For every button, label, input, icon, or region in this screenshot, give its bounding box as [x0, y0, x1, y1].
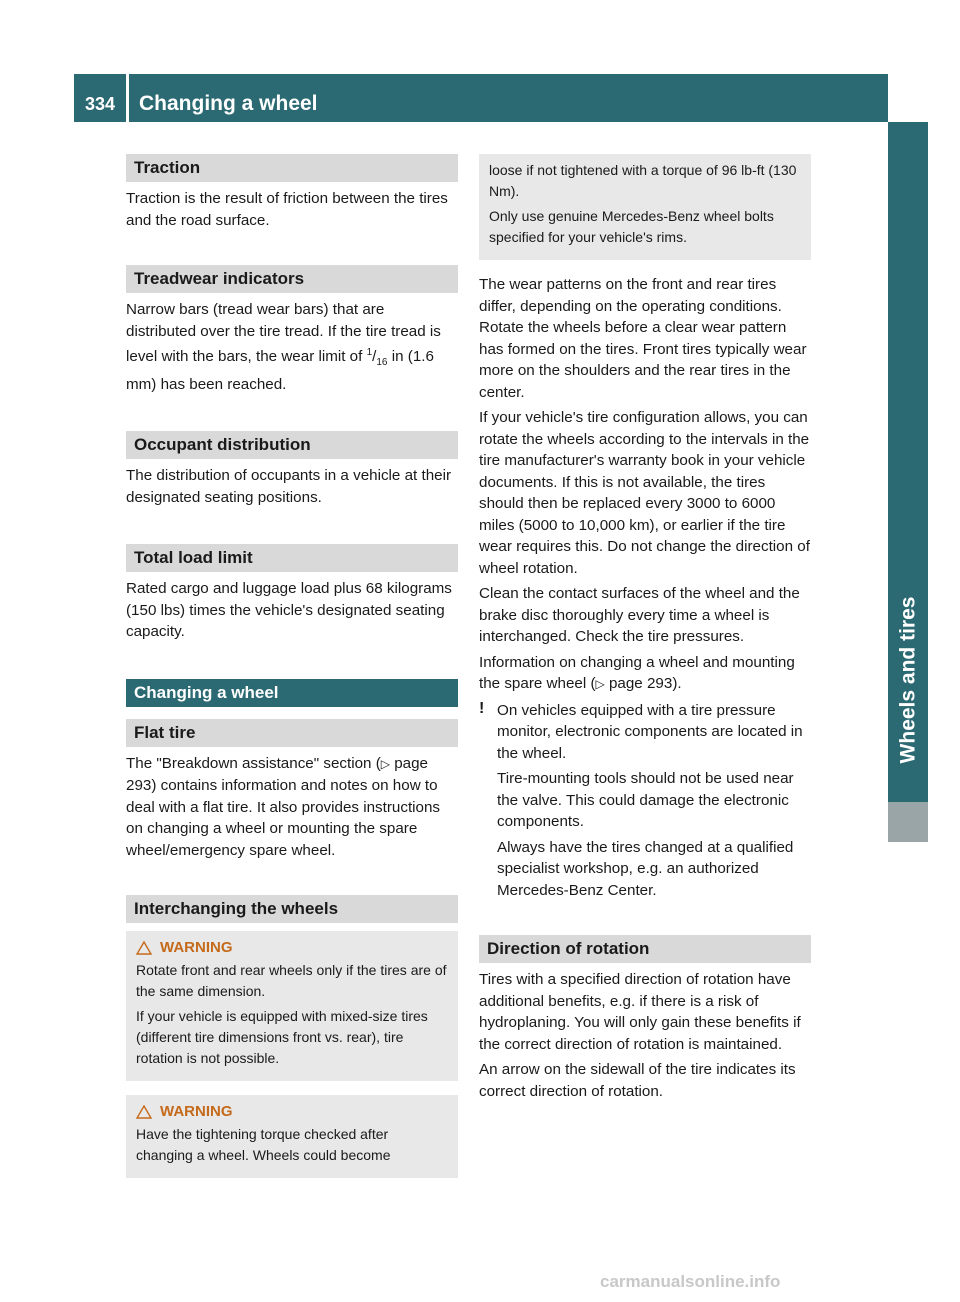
text-clean-surfaces: Clean the contact surfaces of the wheel and the brake disc thoroughly every time a wheel is interchanged. Check the tire pressures. [479, 585, 800, 645]
text-total-load: Rated cargo and luggage load plus 68 kilograms (150 lbs) times the vehicle's designated seating capacity. [126, 580, 452, 641]
text-direction-1: Tires with a specified direction of rotation have additional benefits, e.g. if there is a risk of hydroplaning. You will only gain these benefits if the correct direction of rotation is maintained. [479, 971, 801, 1053]
warning-header: WARNING [136, 937, 448, 958]
left-column [126, 154, 458, 1192]
text-traction: Traction is the result of friction between the tires and the road surface. [126, 190, 448, 229]
note-text-2: Tire-mounting tools should not be used near the valve. This could damage the electronic components. [497, 770, 794, 830]
warning1-text-2: If your vehicle is equipped with mixed-size tires (different tire dimensions front vs. rear), tire rotation is not possible. [136, 1008, 428, 1067]
text-occupant: The distribution of occupants in a vehicle at their designated seating positions. [126, 467, 452, 506]
heading-interchanging: Interchanging the wheels [126, 895, 458, 923]
note-block [479, 700, 811, 906]
warning2-text-1: Have the tightening torque checked after changing a wheel. Wheels could become [136, 1126, 391, 1164]
text-flat-tire: The "Breakdown assistance" section (▷ page 293) contains information and notes on how to deal with a flat tire. It also provides instructions on changing a wheel or mounting the spare wheel/emergency spare wheel. [126, 754, 441, 859]
heading-treadwear: Treadwear indicators [126, 265, 458, 293]
warning-icon [136, 941, 152, 955]
heading-occupant: Occupant distribution [126, 431, 458, 459]
warning-box-2-continued [479, 154, 811, 260]
text-treadwear: Narrow bars (tread wear bars) that are distributed over the tire tread. If the tire tread is level with the bars, the wear limit of $^1/_{16}$ in (1.6 mm) has been reached. [126, 301, 441, 393]
text-wear-patterns: The wear patterns on the front and rear tires differ, depending on the operating conditions. Rotate the wheels before a clear wear pattern has formed on the tires. Front tires typically wear more on the shoulders and the rear tires in the center. [479, 276, 807, 401]
side-tab [888, 122, 928, 802]
text-direction-2: An arrow on the sidewall of the tire indicates its correct direction of rotation. [479, 1061, 796, 1100]
warning-box-2 [126, 1095, 458, 1178]
chapter-title: Changing a wheel [139, 92, 318, 115]
side-tab-marker [888, 802, 928, 842]
page-number: 334 [84, 94, 116, 114]
warning-icon [136, 1105, 152, 1119]
warning1-text-1: Rotate front and rear wheels only if the tires are of the same dimension. [136, 962, 447, 1000]
text-info-changing: Information on changing a wheel and mounting the spare wheel (▷ page 293). [479, 653, 795, 692]
note-text-1: On vehicles equipped with a tire pressure monitor, electronic components are located in the wheel. [497, 701, 803, 762]
page-ref-icon: ▷ [380, 756, 390, 771]
text-rotation-intervals: If your vehicle's tire configuration allows, you can rotate the wheels according to the intervals in the tire manufacturer's warranty book in your vehicle documents. If this is not available, the tires should then be replaced every 3000 to 6000 miles (5000 to 10,000 km), or earlier if the tire wear requires this. Do not change the direction of wheel rotation. [479, 409, 810, 577]
note-text-3: Always have the tires changed at a qualified specialist workshop, e.g. an authorized Mercedes-Benz Center. [497, 838, 794, 899]
note-icon: ! [479, 699, 485, 717]
heading-flat-tire: Flat tire [126, 719, 458, 747]
heading-total-load: Total load limit [126, 544, 458, 572]
heading-changing-wheel: Changing a wheel [126, 679, 458, 707]
header-divider [126, 74, 129, 122]
page-ref-icon: ▷ [595, 677, 605, 691]
watermark: carmanualsonline.info [600, 1272, 781, 1291]
warning-header: WARNING [136, 1101, 448, 1122]
heading-direction-rotation: Direction of rotation [479, 935, 811, 963]
right-column [479, 154, 811, 1106]
side-tab-label: Wheels and tires [896, 596, 920, 764]
warning2-text-2: loose if not tightened with a torque of 96 lb-ft (130 Nm). [489, 162, 797, 199]
heading-traction: Traction [126, 154, 458, 182]
warning-box-1 [126, 931, 458, 1081]
warning2-text-3: Only use genuine Mercedes-Benz wheel bolts specified for your vehicle's rims. [489, 208, 774, 245]
